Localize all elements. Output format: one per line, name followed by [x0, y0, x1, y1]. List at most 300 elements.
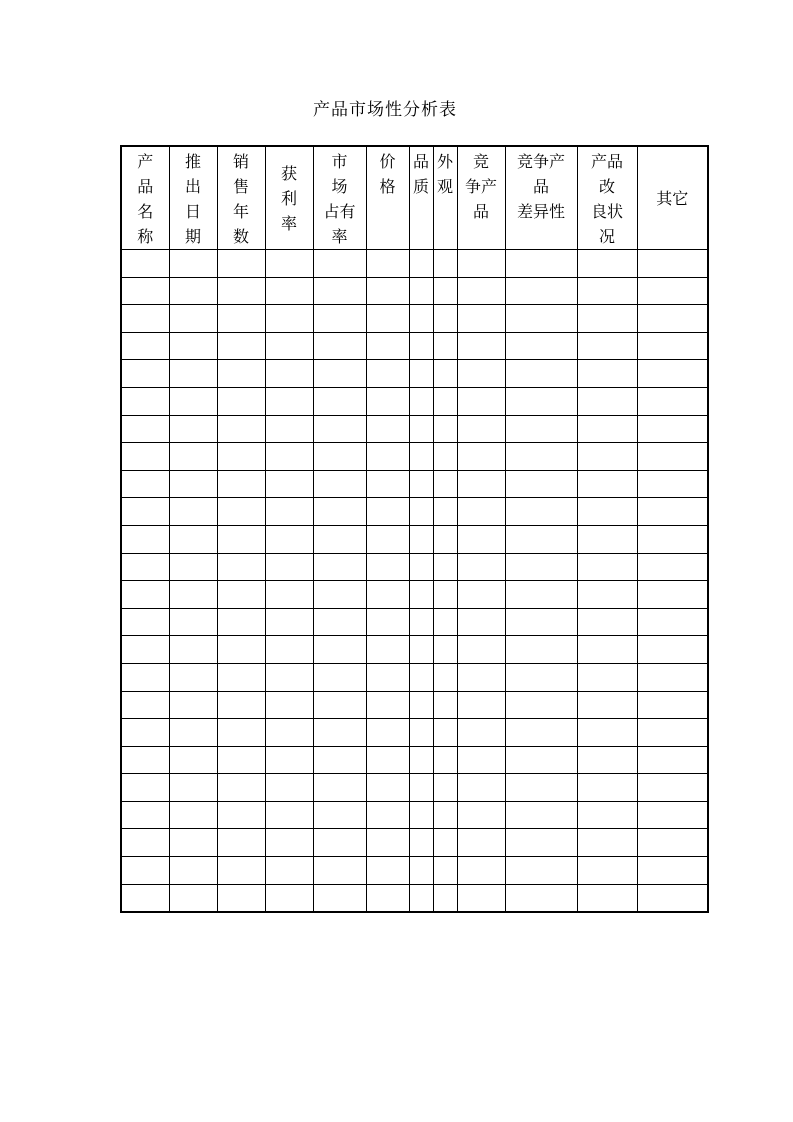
table-cell[interactable]	[265, 608, 313, 636]
table-cell[interactable]	[217, 387, 265, 415]
table-cell[interactable]	[577, 415, 637, 443]
table-cell[interactable]	[409, 387, 433, 415]
table-cell[interactable]	[577, 553, 637, 581]
table-cell[interactable]	[121, 305, 169, 333]
table-cell[interactable]	[217, 470, 265, 498]
table-cell[interactable]	[637, 801, 708, 829]
table-cell[interactable]	[366, 719, 409, 747]
table-cell[interactable]	[217, 691, 265, 719]
table-cell[interactable]	[265, 581, 313, 609]
table-cell[interactable]	[265, 801, 313, 829]
table-cell[interactable]	[577, 663, 637, 691]
table-cell[interactable]	[313, 636, 366, 664]
table-cell[interactable]	[433, 636, 457, 664]
table-cell[interactable]	[313, 719, 366, 747]
table-cell[interactable]	[265, 250, 313, 278]
table-cell[interactable]	[577, 332, 637, 360]
table-cell[interactable]	[265, 443, 313, 471]
table-cell[interactable]	[313, 250, 366, 278]
table-cell[interactable]	[637, 746, 708, 774]
table-cell[interactable]	[637, 608, 708, 636]
table-cell[interactable]	[409, 608, 433, 636]
table-cell[interactable]	[505, 884, 577, 912]
header-other: 其它	[637, 146, 708, 250]
table-cell[interactable]	[409, 525, 433, 553]
table-cell[interactable]	[433, 746, 457, 774]
table-cell[interactable]	[577, 774, 637, 802]
table-cell[interactable]	[577, 801, 637, 829]
header-market-share: 市 场 占有 率	[313, 146, 366, 250]
table-cell[interactable]	[313, 857, 366, 885]
table-cell[interactable]	[121, 801, 169, 829]
table-cell[interactable]	[433, 663, 457, 691]
table-cell[interactable]	[433, 829, 457, 857]
table-cell[interactable]	[505, 691, 577, 719]
table-cell[interactable]	[505, 774, 577, 802]
table-cell[interactable]	[217, 857, 265, 885]
table-cell[interactable]	[505, 387, 577, 415]
table-cell[interactable]	[505, 415, 577, 443]
table-cell[interactable]	[366, 746, 409, 774]
table-cell[interactable]	[457, 387, 505, 415]
table-cell[interactable]	[169, 553, 217, 581]
table-cell[interactable]	[457, 277, 505, 305]
table-cell[interactable]	[457, 829, 505, 857]
table-row	[121, 305, 708, 333]
table-cell[interactable]	[457, 691, 505, 719]
table-cell[interactable]	[577, 829, 637, 857]
table-cell[interactable]	[409, 884, 433, 912]
table-cell[interactable]	[366, 387, 409, 415]
table-cell[interactable]	[169, 332, 217, 360]
table-cell[interactable]	[637, 636, 708, 664]
table-cell[interactable]	[637, 663, 708, 691]
table-cell[interactable]	[433, 719, 457, 747]
table-cell[interactable]	[217, 581, 265, 609]
table-cell[interactable]	[169, 250, 217, 278]
table-cell[interactable]	[121, 387, 169, 415]
table-cell[interactable]	[169, 746, 217, 774]
table-cell[interactable]	[433, 250, 457, 278]
table-cell[interactable]	[313, 498, 366, 526]
table-cell[interactable]	[313, 332, 366, 360]
table-cell[interactable]	[121, 774, 169, 802]
table-cell[interactable]	[121, 829, 169, 857]
table-cell[interactable]	[433, 277, 457, 305]
table-cell[interactable]	[433, 525, 457, 553]
table-cell[interactable]	[217, 801, 265, 829]
table-cell[interactable]	[637, 387, 708, 415]
table-cell[interactable]	[169, 857, 217, 885]
table-cell[interactable]	[637, 525, 708, 553]
table-cell[interactable]	[217, 829, 265, 857]
table-cell[interactable]	[505, 857, 577, 885]
table-cell[interactable]	[313, 470, 366, 498]
table-cell[interactable]	[637, 857, 708, 885]
table-cell[interactable]	[121, 498, 169, 526]
table-cell[interactable]	[217, 250, 265, 278]
table-cell[interactable]	[217, 719, 265, 747]
table-cell[interactable]	[265, 719, 313, 747]
table-cell[interactable]	[366, 663, 409, 691]
table-cell[interactable]	[577, 719, 637, 747]
table-cell[interactable]	[121, 443, 169, 471]
table-cell[interactable]	[433, 387, 457, 415]
table-cell[interactable]	[577, 608, 637, 636]
table-cell[interactable]	[366, 581, 409, 609]
table-cell[interactable]	[366, 305, 409, 333]
table-cell[interactable]	[637, 443, 708, 471]
table-cell[interactable]	[217, 608, 265, 636]
table-cell[interactable]	[217, 305, 265, 333]
table-cell[interactable]	[265, 415, 313, 443]
table-cell[interactable]	[577, 525, 637, 553]
table-cell[interactable]	[313, 884, 366, 912]
table-cell[interactable]	[433, 443, 457, 471]
table-cell[interactable]	[457, 470, 505, 498]
table-cell[interactable]	[433, 691, 457, 719]
table-cell[interactable]	[637, 553, 708, 581]
table-cell[interactable]	[313, 553, 366, 581]
table-cell[interactable]	[366, 250, 409, 278]
table-cell[interactable]	[505, 636, 577, 664]
table-cell[interactable]	[637, 332, 708, 360]
table-cell[interactable]	[265, 663, 313, 691]
table-cell[interactable]	[265, 305, 313, 333]
table-cell[interactable]	[313, 305, 366, 333]
table-cell[interactable]	[169, 470, 217, 498]
table-row	[121, 636, 708, 664]
table-cell[interactable]	[457, 553, 505, 581]
table-cell[interactable]	[409, 443, 433, 471]
table-cell[interactable]	[409, 250, 433, 278]
table-cell[interactable]	[366, 636, 409, 664]
table-cell[interactable]	[505, 360, 577, 388]
table-cell[interactable]	[366, 360, 409, 388]
table-cell[interactable]	[505, 470, 577, 498]
table-cell[interactable]	[366, 553, 409, 581]
table-cell[interactable]	[169, 774, 217, 802]
table-cell[interactable]	[217, 277, 265, 305]
table-cell[interactable]	[457, 608, 505, 636]
table-row	[121, 857, 708, 885]
table-cell[interactable]	[637, 719, 708, 747]
table-cell[interactable]	[366, 525, 409, 553]
table-cell[interactable]	[637, 470, 708, 498]
table-cell[interactable]	[433, 498, 457, 526]
table-cell[interactable]	[433, 332, 457, 360]
table-cell[interactable]	[313, 581, 366, 609]
table-cell[interactable]	[366, 857, 409, 885]
table-cell[interactable]	[169, 608, 217, 636]
table-cell[interactable]	[121, 525, 169, 553]
table-cell[interactable]	[505, 332, 577, 360]
table-cell[interactable]	[457, 857, 505, 885]
table-cell[interactable]	[217, 774, 265, 802]
table-cell[interactable]	[637, 829, 708, 857]
table-cell[interactable]	[121, 857, 169, 885]
table-cell[interactable]	[637, 415, 708, 443]
table-cell[interactable]	[433, 360, 457, 388]
table-cell[interactable]	[433, 305, 457, 333]
table-cell[interactable]	[409, 663, 433, 691]
table-cell[interactable]	[366, 415, 409, 443]
table-cell[interactable]	[121, 415, 169, 443]
table-cell[interactable]	[505, 663, 577, 691]
table-cell[interactable]	[505, 581, 577, 609]
table-cell[interactable]	[409, 829, 433, 857]
table-cell[interactable]	[169, 719, 217, 747]
table-cell[interactable]	[433, 857, 457, 885]
table-cell[interactable]	[366, 277, 409, 305]
table-cell[interactable]	[457, 663, 505, 691]
table-cell[interactable]	[366, 498, 409, 526]
table-cell[interactable]	[265, 884, 313, 912]
table-cell[interactable]	[169, 884, 217, 912]
table-cell[interactable]	[637, 250, 708, 278]
table-cell[interactable]	[457, 498, 505, 526]
table-cell[interactable]	[313, 829, 366, 857]
table-cell[interactable]	[169, 829, 217, 857]
table-cell[interactable]	[366, 608, 409, 636]
table-cell[interactable]	[637, 305, 708, 333]
table-cell[interactable]	[409, 332, 433, 360]
table-cell[interactable]	[265, 387, 313, 415]
table-cell[interactable]	[169, 691, 217, 719]
table-cell[interactable]	[169, 415, 217, 443]
table-row	[121, 470, 708, 498]
table-cell[interactable]	[121, 553, 169, 581]
table-cell[interactable]	[409, 360, 433, 388]
table-cell[interactable]	[409, 498, 433, 526]
table-cell[interactable]	[409, 691, 433, 719]
table-cell[interactable]	[121, 636, 169, 664]
table-cell[interactable]	[409, 470, 433, 498]
table-cell[interactable]	[637, 581, 708, 609]
table-cell[interactable]	[409, 305, 433, 333]
table-cell[interactable]	[265, 553, 313, 581]
table-cell[interactable]	[313, 360, 366, 388]
table-cell[interactable]	[366, 829, 409, 857]
table-cell[interactable]	[505, 746, 577, 774]
table-cell[interactable]	[313, 525, 366, 553]
table-cell[interactable]	[409, 277, 433, 305]
table-cell[interactable]	[457, 305, 505, 333]
table-cell[interactable]	[121, 250, 169, 278]
table-cell[interactable]	[217, 332, 265, 360]
table-cell[interactable]	[366, 801, 409, 829]
table-cell[interactable]	[637, 360, 708, 388]
table-cell[interactable]	[577, 691, 637, 719]
table-cell[interactable]	[265, 360, 313, 388]
table-cell[interactable]	[121, 691, 169, 719]
header-launch-date: 推 出 日 期	[169, 146, 217, 250]
table-cell[interactable]	[121, 663, 169, 691]
table-cell[interactable]	[433, 884, 457, 912]
table-cell[interactable]	[457, 360, 505, 388]
table-cell[interactable]	[169, 360, 217, 388]
table-cell[interactable]	[169, 305, 217, 333]
table-cell[interactable]	[505, 801, 577, 829]
table-cell[interactable]	[217, 636, 265, 664]
table-cell[interactable]	[313, 663, 366, 691]
table-cell[interactable]	[505, 305, 577, 333]
table-cell[interactable]	[577, 470, 637, 498]
table-cell[interactable]	[265, 498, 313, 526]
table-cell[interactable]	[577, 746, 637, 774]
table-cell[interactable]	[121, 746, 169, 774]
table-cell[interactable]	[366, 443, 409, 471]
table-cell[interactable]	[577, 857, 637, 885]
table-cell[interactable]	[409, 719, 433, 747]
table-row	[121, 332, 708, 360]
header-competing-product: 竞 争产 品	[457, 146, 505, 250]
table-cell[interactable]	[409, 553, 433, 581]
table-cell[interactable]	[217, 525, 265, 553]
table-cell[interactable]	[265, 774, 313, 802]
table-cell[interactable]	[505, 608, 577, 636]
table-cell[interactable]	[169, 636, 217, 664]
table-cell[interactable]	[366, 884, 409, 912]
table-cell[interactable]	[577, 498, 637, 526]
table-cell[interactable]	[169, 663, 217, 691]
table-cell[interactable]	[313, 801, 366, 829]
table-cell[interactable]	[169, 443, 217, 471]
table-cell[interactable]	[457, 774, 505, 802]
table-cell[interactable]	[505, 829, 577, 857]
table-cell[interactable]	[217, 443, 265, 471]
table-cell[interactable]	[433, 581, 457, 609]
table-cell[interactable]	[577, 277, 637, 305]
table-cell[interactable]	[457, 525, 505, 553]
table-cell[interactable]	[433, 801, 457, 829]
table-cell[interactable]	[637, 277, 708, 305]
table-cell[interactable]	[433, 553, 457, 581]
table-cell[interactable]	[217, 746, 265, 774]
table-cell[interactable]	[409, 636, 433, 664]
table-cell[interactable]	[433, 608, 457, 636]
table-cell[interactable]	[313, 387, 366, 415]
table-cell[interactable]	[121, 608, 169, 636]
table-cell[interactable]	[313, 443, 366, 471]
table-cell[interactable]	[169, 277, 217, 305]
table-cell[interactable]	[433, 415, 457, 443]
table-cell[interactable]	[637, 774, 708, 802]
table-cell[interactable]	[313, 746, 366, 774]
table-cell[interactable]	[637, 691, 708, 719]
table-cell[interactable]	[121, 277, 169, 305]
table-cell[interactable]	[505, 250, 577, 278]
table-cell[interactable]	[457, 250, 505, 278]
table-cell[interactable]	[637, 884, 708, 912]
table-cell[interactable]	[457, 415, 505, 443]
table-cell[interactable]	[409, 774, 433, 802]
table-cell[interactable]	[457, 636, 505, 664]
table-cell[interactable]	[313, 277, 366, 305]
table-cell[interactable]	[409, 857, 433, 885]
table-cell[interactable]	[366, 774, 409, 802]
table-cell[interactable]	[265, 525, 313, 553]
table-cell[interactable]	[313, 608, 366, 636]
table-cell[interactable]	[505, 719, 577, 747]
table-cell[interactable]	[265, 829, 313, 857]
table-cell[interactable]	[577, 636, 637, 664]
table-cell[interactable]	[313, 415, 366, 443]
table-cell[interactable]	[366, 691, 409, 719]
table-cell[interactable]	[217, 498, 265, 526]
table-cell[interactable]	[457, 332, 505, 360]
table-cell[interactable]	[505, 443, 577, 471]
table-cell[interactable]	[409, 746, 433, 774]
table-cell[interactable]	[265, 636, 313, 664]
table-cell[interactable]	[121, 884, 169, 912]
table-cell[interactable]	[313, 691, 366, 719]
table-cell[interactable]	[433, 470, 457, 498]
table-cell[interactable]	[505, 525, 577, 553]
table-cell[interactable]	[121, 719, 169, 747]
table-cell[interactable]	[457, 443, 505, 471]
table-cell[interactable]	[121, 332, 169, 360]
table-cell[interactable]	[457, 884, 505, 912]
table-cell[interactable]	[169, 498, 217, 526]
table-cell[interactable]	[637, 498, 708, 526]
table-cell[interactable]	[265, 857, 313, 885]
table-cell[interactable]	[409, 581, 433, 609]
table-cell[interactable]	[577, 387, 637, 415]
table-cell[interactable]	[217, 553, 265, 581]
header-product-name: 产 品 名 称	[121, 146, 169, 250]
table-cell[interactable]	[217, 884, 265, 912]
table-cell[interactable]	[169, 801, 217, 829]
table-cell[interactable]	[265, 691, 313, 719]
table-cell[interactable]	[169, 525, 217, 553]
table-cell[interactable]	[577, 884, 637, 912]
table-cell[interactable]	[577, 360, 637, 388]
table-cell[interactable]	[265, 746, 313, 774]
table-cell[interactable]	[366, 332, 409, 360]
table-cell[interactable]	[505, 553, 577, 581]
table-cell[interactable]	[217, 415, 265, 443]
table-cell[interactable]	[457, 801, 505, 829]
table-row	[121, 525, 708, 553]
table-cell[interactable]	[577, 250, 637, 278]
table-cell[interactable]	[409, 415, 433, 443]
table-row	[121, 277, 708, 305]
table-cell[interactable]	[121, 360, 169, 388]
table-cell[interactable]	[457, 581, 505, 609]
table-cell[interactable]	[313, 774, 366, 802]
table-cell[interactable]	[505, 277, 577, 305]
table-cell[interactable]	[505, 498, 577, 526]
table-cell[interactable]	[265, 277, 313, 305]
table-cell[interactable]	[121, 470, 169, 498]
table-cell[interactable]	[169, 581, 217, 609]
table-cell[interactable]	[577, 581, 637, 609]
table-cell[interactable]	[409, 801, 433, 829]
table-cell[interactable]	[169, 387, 217, 415]
table-cell[interactable]	[265, 470, 313, 498]
table-cell[interactable]	[217, 663, 265, 691]
table-cell[interactable]	[217, 360, 265, 388]
table-cell[interactable]	[577, 305, 637, 333]
table-cell[interactable]	[265, 332, 313, 360]
table-cell[interactable]	[457, 746, 505, 774]
table-cell[interactable]	[577, 443, 637, 471]
table-cell[interactable]	[457, 719, 505, 747]
table-cell[interactable]	[366, 470, 409, 498]
table-cell[interactable]	[433, 774, 457, 802]
table-cell[interactable]	[121, 581, 169, 609]
